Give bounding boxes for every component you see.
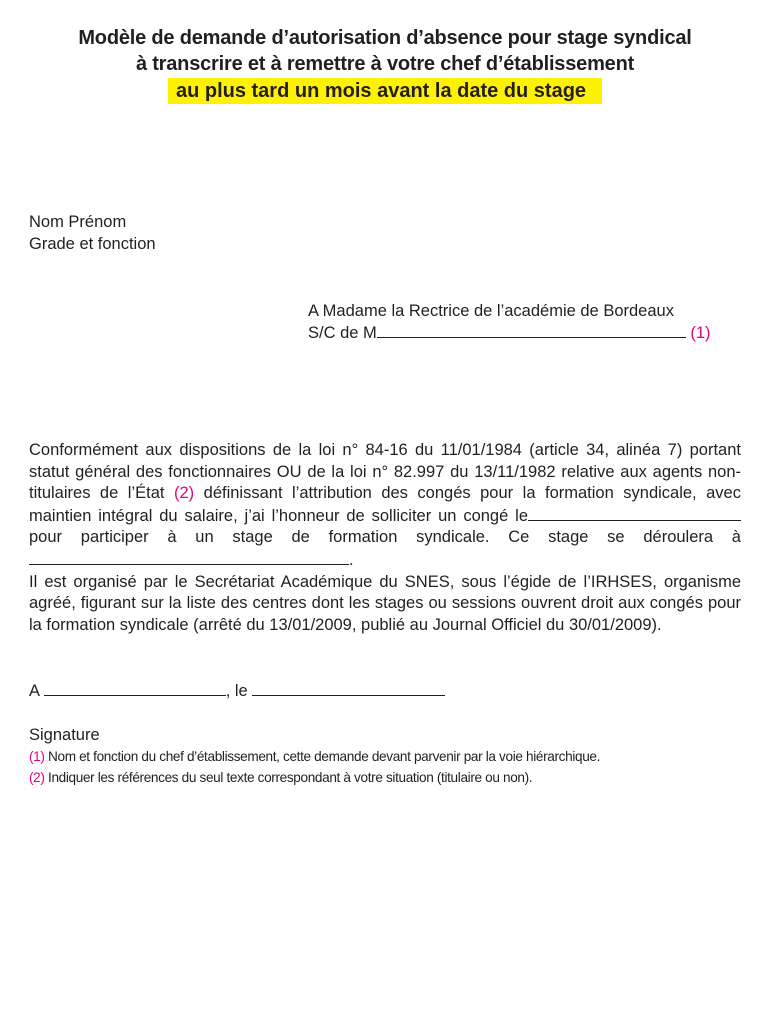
- body-paragraph-1: [29, 440, 741, 572]
- sender-block: [29, 211, 156, 255]
- stage-purpose-text: pour participer à un stage de formation syndicale. Ce stage se déroulera à: [29, 528, 741, 547]
- footnotes: [29, 747, 749, 788]
- recipient-line: A Madame la Rectrice de l’académie de Bordeaux: [308, 302, 674, 320]
- request-text: définissant l’attribution des congés pour la formation syndicale, avec maintien intégral du salaire, j’ai l’honneur de solliciter un congé le: [29, 484, 741, 525]
- footnote-2: [29, 768, 749, 789]
- footnote-1: [29, 747, 749, 768]
- place-prefix: A: [29, 682, 40, 700]
- sender-name-label: Nom Prénom: [29, 213, 127, 231]
- sentence-end: .: [349, 550, 354, 569]
- signature-label: Signature: [29, 726, 100, 744]
- recipient-block: [308, 300, 711, 344]
- deadline-highlight: au plus tard un mois avant la date du stage: [168, 78, 602, 104]
- footnote-ref-1: (1): [690, 324, 711, 342]
- via-line: [308, 322, 711, 344]
- leave-date-blank[interactable]: [528, 505, 741, 521]
- footnote-ref-2: (2): [173, 484, 195, 503]
- supervisor-name-blank[interactable]: [377, 322, 686, 338]
- sender-grade-label: Grade et fonction: [29, 235, 156, 253]
- footnote-1-text: Nom et fonction du chef d’établissement, cette demande devant parvenir par la voie hiérarchique.: [48, 749, 601, 764]
- deadline-banner: [0, 78, 770, 104]
- footnote-2-marker: (2): [29, 769, 45, 785]
- document-header: [0, 25, 770, 104]
- date-blank[interactable]: [252, 680, 445, 696]
- stage-location-blank[interactable]: [29, 549, 349, 565]
- request-body: [29, 440, 741, 636]
- title-line-1: Modèle de demande d’autorisation d’absence pour stage syndical: [78, 27, 692, 49]
- body-paragraph-2: Il est organisé par le Secrétariat Académique du SNES, sous l’égide de l’IRHSES, organisme agréé, figurant sur la liste des centres dont les stages ou sessions ouvrent droit aux congés pour la formation syndicale (arrêté du 13/01/2009, publié au Journal Officiel du 30/01/2009).: [29, 572, 741, 634]
- footnote-1-marker: (1): [29, 749, 45, 764]
- footnote-2-text: Indiquer les références du seul texte correspondant à votre situation (titulaire ou non).: [48, 769, 533, 785]
- via-prefix: S/C de M: [308, 324, 377, 342]
- place-blank[interactable]: [44, 680, 226, 696]
- title-line-2: à transcrire et à remettre à votre chef d’établissement: [135, 53, 635, 75]
- place-date-line: [29, 680, 445, 702]
- date-prefix: , le: [225, 682, 248, 700]
- legal-basis-text: Conformément aux dispositions de la loi n° 84-16 du 11/01/1984 (article 34, alinéa 7) portant statut général des fonctionnaires OU de la loi n° 82.997 du 13/11/1982 relative aux agents non-titulaires de l’État: [29, 441, 741, 503]
